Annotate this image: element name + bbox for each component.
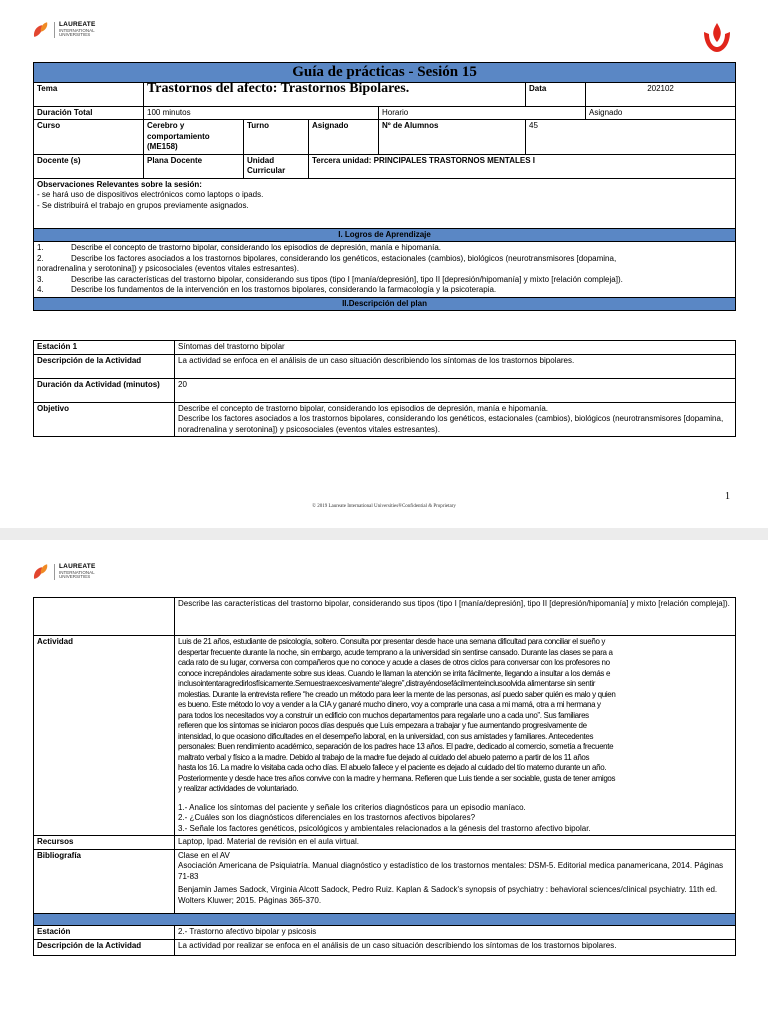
caso-line: intensidad, lo que ocasiono dificultades en el desempeño laboral, en la universidad, con sus amistades y familiares. Antecedentes xyxy=(178,731,594,741)
alumnos-label: Nº de Alumnos xyxy=(379,120,526,155)
asignado-label: Asignado xyxy=(309,120,379,155)
caso-line: inclusointentaragredirlosfísicamente.Semuestraexcesivamente“alegre”,distrayéndosefácilmenteinclusoolvida alimentarse sin sentir xyxy=(178,679,596,688)
pregunta-item: 3.- Señale los factores genéticos, psicológicos y ambientales relacionados a la génesis del trastorno afectivo bipolar. xyxy=(178,823,591,833)
estacion-2-label: Estación xyxy=(34,926,175,940)
caso-line: molestias. Durante la entrevista refiere “he creado un método para leer la mente de las personas, así puedo saber quién es malo y quien xyxy=(178,689,616,699)
bibliografia-item: Clase en el AV xyxy=(178,850,230,860)
logro-item: 1. Describe el concepto de trastorno bipolar, considerando los episodios de depresión, manía e hipomanía. xyxy=(37,243,442,252)
recursos-value: Laptop, Ipad. Material de revisión en el aula virtual. xyxy=(175,836,736,850)
objetivo-value: Describe el concepto de trastorno bipolar, considerando los episodios de depresión, manía e hipomanía. Describe los factores asociados a los trastornos bipolares, considerando los genéticos, estacionales (cambios), biológicos (neurotransmisores [dopamina, noradrenalina y serotonina]) y psicosociales (eventos vitales estresantes). xyxy=(175,402,736,437)
horario-value: Asignado xyxy=(586,106,736,120)
descripcion-label: Descripción de la Actividad xyxy=(34,354,175,378)
logro-item: noradrenalina y serotonina]) y psicosociales (eventos vitales estresantes). xyxy=(37,264,299,273)
caso-line: despertar frecuente durante la noche, sin embargo, acude temprano a la universidad sin sentirse cansado. Durante las clases se para a xyxy=(178,647,613,657)
activity-table xyxy=(33,597,736,956)
observacion-1: - se hará uso de dispositivos electrónicos como laptops o ipads. xyxy=(37,190,264,199)
page-separator xyxy=(0,528,768,540)
caso-line: maltrato verbal y físico a la madre. Debido al trabajo de la madre fue dejado al cuidado del abuelo paterno a partir de los 11 años xyxy=(178,752,590,762)
descripcion-value: La actividad se enfoca en el análisis de un caso situación describiendo los síntomas de los trastornos bipolares. xyxy=(175,354,736,378)
logros-list xyxy=(34,242,736,298)
curso-value: Cerebro y comportamiento (ME158) xyxy=(144,120,244,155)
plan-header: II.Descripción del plan xyxy=(34,297,736,311)
docente-label: Docente (s) xyxy=(34,154,144,178)
observacion-2: - Se distribuirá el trabajo en grupos previamente asignados. xyxy=(37,200,249,210)
page-number: 1 xyxy=(725,491,730,502)
page-2 xyxy=(0,540,768,1024)
logro-item: 2. Describe los factores asociados a los trastornos bipolares, considerando los genéticos, estacionales (cambios), biológicos (neurotransmisores [dopamina, xyxy=(37,253,617,263)
pregunta-item: 2.- ¿Cuáles son los diagnósticos diferenciales en los trastornos afectivos bipolares? xyxy=(178,813,476,822)
plan-table xyxy=(33,340,736,437)
logro-item: 4. Describe los fundamentos de la intervención en los trastornos bipolares, considerando la farmacología y la psicoterapia. xyxy=(37,285,497,294)
actividad-label: Actividad xyxy=(34,636,175,836)
caso-line: hasta los 16. La madre lo visitaba cada ocho días. El abuelo fallece y el paciente es dejado al cuidado del tío materno durante un año. xyxy=(178,763,607,772)
bibliografia-label: Bibliografía xyxy=(34,849,175,914)
session-header-table xyxy=(33,62,736,311)
estacion-label: Estación 1 xyxy=(34,341,175,355)
page-title: Guía de prácticas - Sesión 15 xyxy=(34,63,736,83)
unidad-label: Unidad Curricular xyxy=(244,154,309,178)
descripcion-2-label: Descripción de la Actividad xyxy=(34,939,175,955)
bibliografia-item: Benjamin James Sadock, Virginia Alcott Sadock, Pedro Ruiz. Kaplan & Sadock's synopsis of psychiatry : behavioral sciences/clinical psychiatry. 11th ed. Wolters Kluwer; 2015. Páginas 365-370. xyxy=(178,885,718,905)
curso-label: Curso xyxy=(34,120,144,155)
caso-line: es bueno. Este método lo voy a vender a la CIA y ganaré mucho dinero, voy a comprarle una casa a mi mamá, otra a mi hermana y xyxy=(178,700,601,709)
caso-clinico xyxy=(178,637,732,795)
estacion-2-value: 2.- Trastorno afectivo bipolar y psicosis xyxy=(175,926,736,940)
actividad-value xyxy=(175,636,736,836)
duracion-total-value: 100 minutos xyxy=(144,106,379,120)
logros-header: I. Logros de Aprendizaje xyxy=(34,228,736,242)
bibliografia-item: Asociación Americana de Psiquiatría. Manual diagnóstico y estadístico de los trastornos mentales: DSM-5. Editorial medica panamericana, 2014. Páginas 71-83 xyxy=(178,861,724,881)
laureate-logo: LAUREATE INTERNATIONAL UNIVERSITIES xyxy=(33,22,96,38)
descripcion-2-value: La actividad por realizar se enfoca en el análisis de un caso situación describiendo los síntomas de los trastornos bipolares. xyxy=(175,939,736,955)
caso-line: Luis de 21 años, estudiante de psicología, soltero. Consulta por presentar desde hace una semana dificultad para conciliar el sueño y xyxy=(178,637,606,646)
tema-label: Tema xyxy=(34,82,144,106)
alumnos-value: 45 xyxy=(526,120,736,155)
unidad-value: Tercera unidad: PRINCIPALES TRASTORNOS MENTALES I xyxy=(309,154,736,178)
pregunta-item: 1.- Analice los síntomas del paciente y señale los criterios diagnósticos para un episodio maníaco. xyxy=(178,802,526,812)
caso-line: refieren que los síntomas se iniciaron pocos días después que Luis empezara a trabajar y fue aumentando progresivamente de xyxy=(178,721,587,730)
duracion-actividad-label: Duración da Actividad (minutos) xyxy=(34,378,175,402)
turno-label: Turno xyxy=(244,120,309,155)
caso-line: Posteriormente y desde hace tres años convive con la madre y hermana. Refieren que Luis tiende a ser sociable, gusta de tener amigos xyxy=(178,773,616,783)
caso-line: conoce increpándoles airadamente sobre sus ideas. Cuando le llaman la atención se irrita fácilmente, llegando a insultar a los demás e xyxy=(178,668,611,678)
caso-line: cada rato de su lugar, conversa con compañeros que no conoce y acude a clases de otros ciclos para conversar con los profesores no xyxy=(178,658,610,667)
bibliografia-value xyxy=(175,849,736,914)
upc-logo-icon xyxy=(700,20,734,54)
page-footer: © 2019 Laureate International Universities®Confidential & Proprietary xyxy=(312,504,456,509)
horario-label: Horario xyxy=(379,106,586,120)
recursos-label: Recursos xyxy=(34,836,175,850)
observaciones xyxy=(34,178,736,228)
objetivo-continued: Describe las características del trastorno bipolar, considerando sus tipos (tipo I [manía/depresión], tipo II [depresión/hipomanía] y mixto [relación compleja]). xyxy=(175,598,736,636)
laureate-logo: LAUREATE INTERNATIONAL UNIVERSITIES xyxy=(33,564,96,580)
laureate-leaf-icon xyxy=(33,23,49,37)
duracion-total-label: Duración Total xyxy=(34,106,144,120)
objetivo-label: Objetivo xyxy=(34,402,175,437)
duracion-actividad-value: 20 xyxy=(175,378,736,402)
section-band xyxy=(34,914,736,926)
estacion-value: Síntomas del trastorno bipolar xyxy=(175,341,736,355)
caso-line: para todos los necesitados voy a construir un edificio con muchos departamentos para regalarle uno a cada uno”. Sus familiares xyxy=(178,710,589,720)
logro-item: 3. Describe las características del trastorno bipolar, considerando sus tipos (tipo I [manía/depresión], tipo II [depresión/hipomanía] y mixto [relación compleja]). xyxy=(37,274,623,284)
docente-value: Plana Docente xyxy=(144,154,244,178)
data-label: Data xyxy=(526,82,586,106)
caso-line: y realizar actividades de voluntariado. xyxy=(178,784,299,793)
observaciones-title: Observaciones Relevantes sobre la sesión: xyxy=(37,179,202,189)
tema-value: Trastornos del afecto: Trastornos Bipolares. xyxy=(144,82,526,106)
data-value: 202102 xyxy=(586,82,736,106)
laureate-leaf-icon xyxy=(33,565,49,579)
caso-line: personales: Buen rendimiento académico, separación de los padres hace 13 años. El padre, dedicado al comercio, sometía a frecuente xyxy=(178,742,614,751)
